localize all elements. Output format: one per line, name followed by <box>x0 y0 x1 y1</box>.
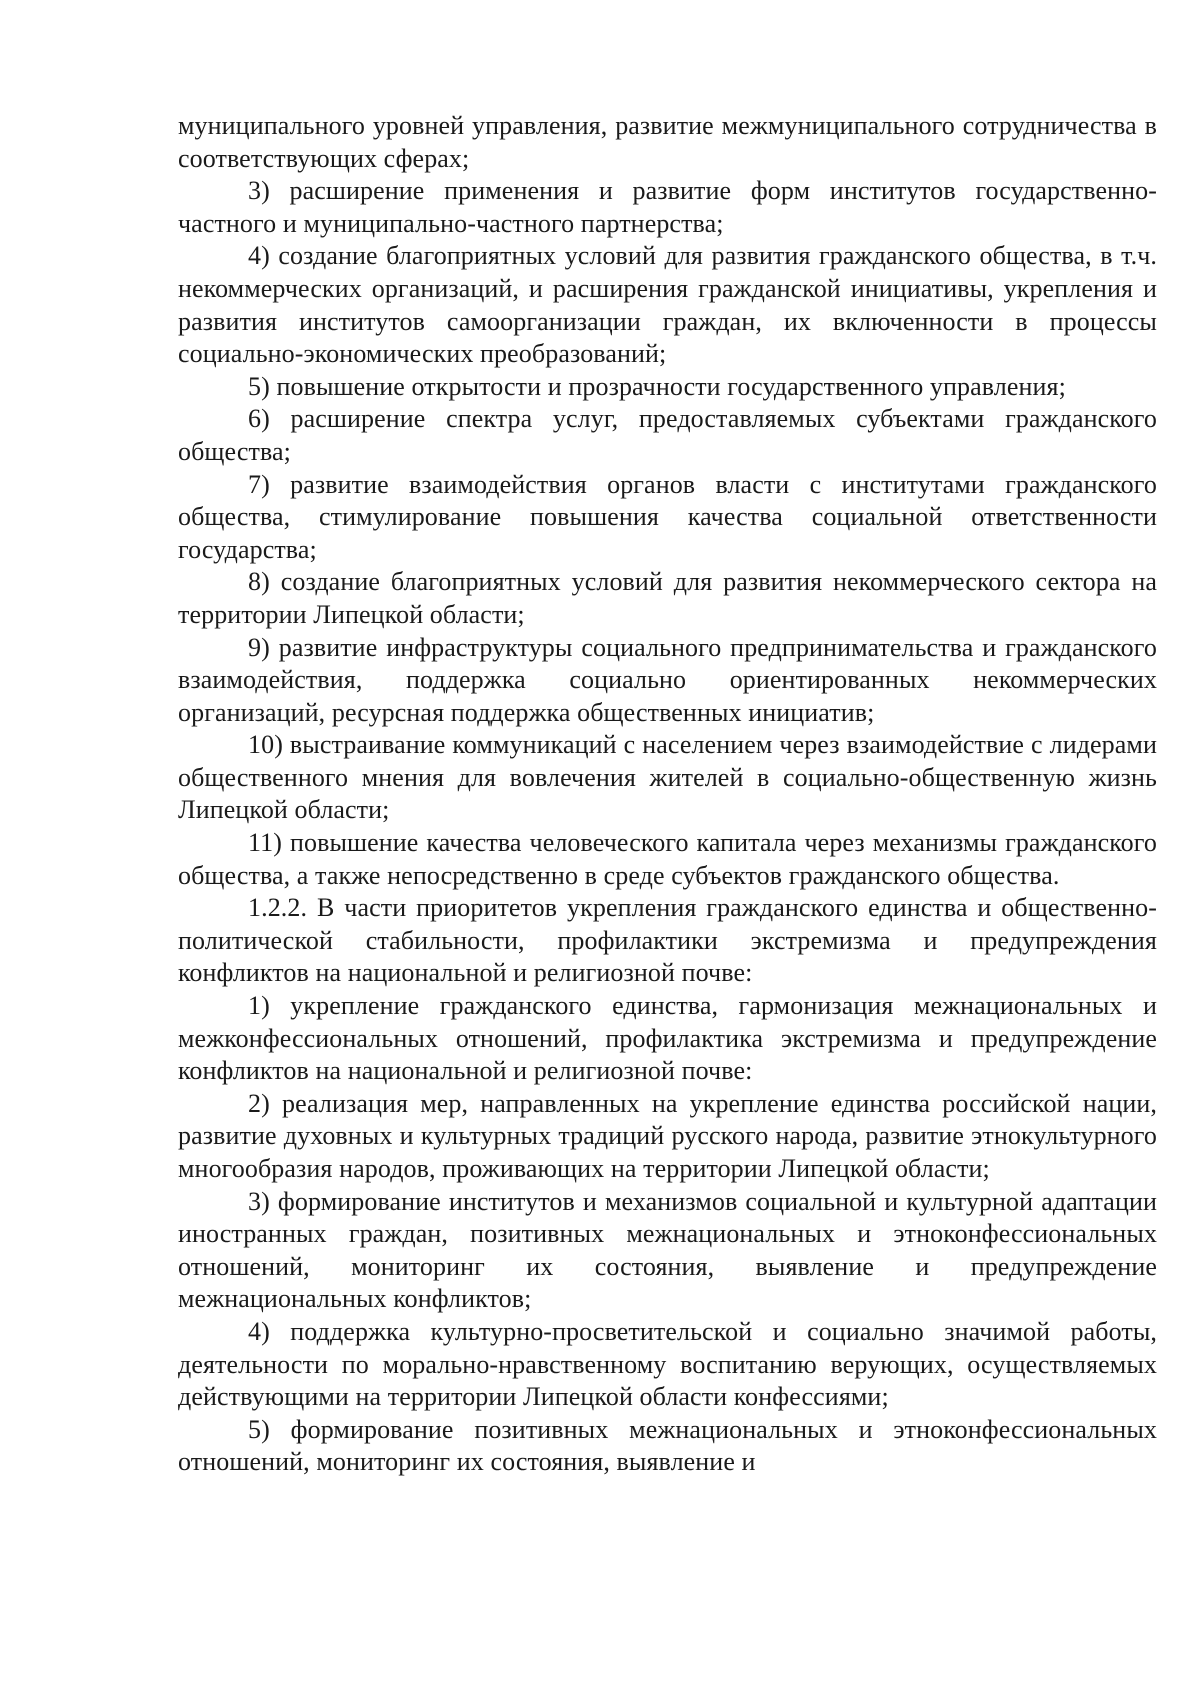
paragraph-item-10: 10) выстраивание коммуникаций с населением через взаимодействие с лидерами общественного мнения для вовлечения жителей в социально-общественную жизнь Липецкой области; <box>178 730 1157 825</box>
paragraph-subitem-4: 4) поддержка культурно-просветительской и социально значимой работы, деятельности по морально-нравственному воспитанию верующих, осуществляемых действующими на территории Липецкой области конфессиями; <box>178 1316 1157 1412</box>
document-page <box>178 110 1157 1479</box>
paragraph-subitem-1: 1) укрепление гражданского единства, гармонизация межнациональных и межконфессиональных отношений, профилактика экстремизма и предупреждение конфликтов на национальной и религиозной почве: <box>178 991 1157 1086</box>
paragraph-subitem-2: 2) реализация мер, направленных на укрепление единства российской нации, развитие духовных и культурных традиций русского народа, развитие этнокультурного многообразия народов, проживающих на территории Липецкой области; <box>178 1088 1157 1183</box>
paragraph-item-7: 7) развитие взаимодействия органов власти с институтами гражданского общества, стимулирование повышения качества социальной ответственности государства; <box>178 469 1157 564</box>
paragraph-item-5: 5) повышение открытости и прозрачности государственного управления; <box>248 371 1066 401</box>
section-heading-1-2-2: 1.2.2. В части приоритетов укрепления гражданского единства и общественно-политической стабильности, профилактики экстремизма и предупреждения конфликтов на национальной и религиозной почве: <box>178 893 1157 988</box>
paragraph-item-3: 3) расширение применения и развитие форм институтов государственно-частного и муниципально-частного партнерства; <box>178 176 1157 238</box>
paragraph-item-8: 8) создание благоприятных условий для развития некоммерческого сектора на территории Липецкой области; <box>178 567 1157 629</box>
paragraph-subitem-3: 3) формирование институтов и механизмов социальной и культурной адаптации иностранных граждан, позитивных межнациональных и этноконфессиональных отношений, мониторинг их состояния, выявление и предупреждение межнациональных конфликтов; <box>178 1186 1157 1314</box>
paragraph-item-4: 4) создание благоприятных условий для развития гражданского общества, в т.ч. некоммерческих организаций, и расширения гражданской инициативы, укрепления и развития институтов самоорганизации граждан, их включенности в процессы социально-экономических преобразований; <box>178 241 1157 369</box>
paragraph-subitem-5: 5) формирование позитивных межнациональных и этноконфессиональных отношений, мониторинг их состояния, выявление и <box>178 1414 1157 1477</box>
paragraph-item-11: 11) повышение качества человеческого капитала через механизмы гражданского общества, а также непосредственно в среде субъектов гражданского общества. <box>178 828 1157 890</box>
paragraph-continuation: муниципального уровней управления, развитие межмуниципального сотрудничества в соответствующих сферах; <box>178 111 1157 173</box>
paragraph-item-6: 6) расширение спектра услуг, предоставляемых субъектами гражданского общества; <box>178 404 1157 466</box>
paragraph-item-9: 9) развитие инфраструктуры социального предпринимательства и гражданского взаимодействия, поддержка социально ориентированных некоммерческих организаций, ресурсная поддержка общественных инициатив; <box>178 632 1157 727</box>
